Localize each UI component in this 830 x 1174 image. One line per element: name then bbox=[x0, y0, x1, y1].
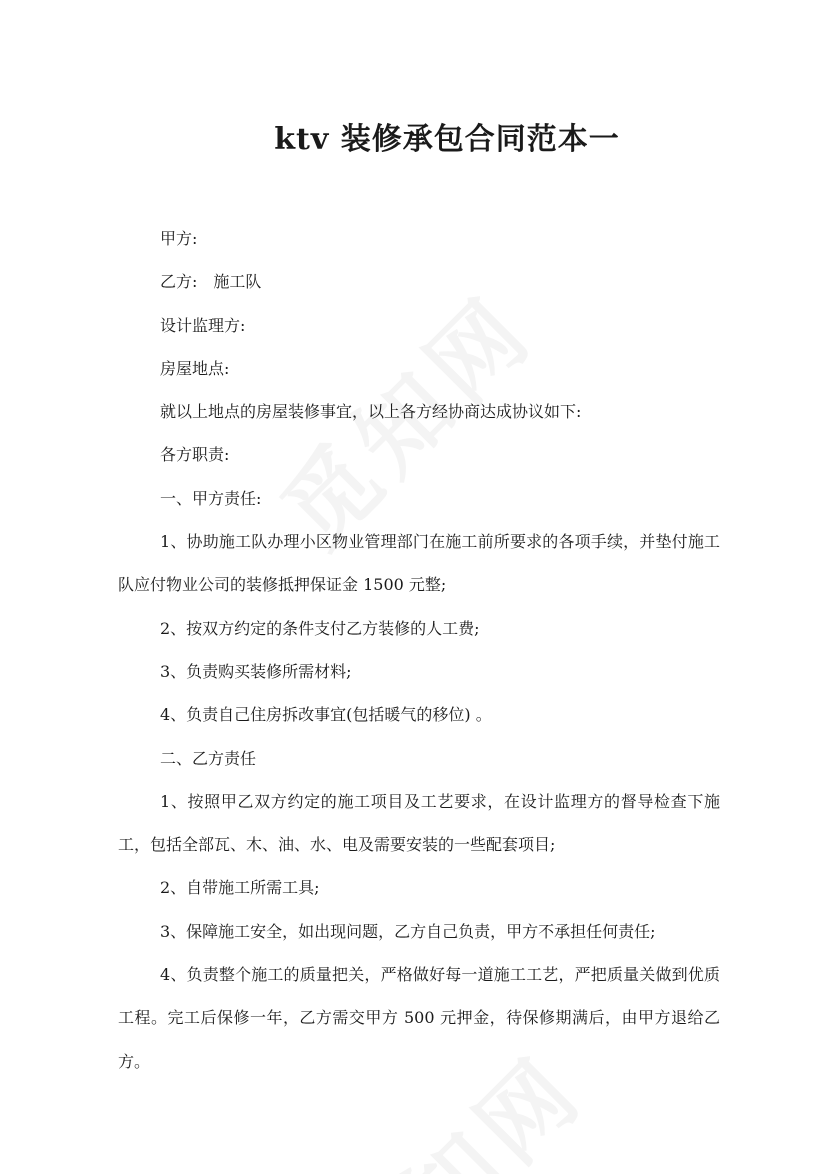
clause-a-1: 1、协助施工队办理小区物业管理部门在施工前所要求的各项手续，并垫付施工队应付物业公司的装修抵押保证金 1500 元整; bbox=[118, 532, 720, 595]
location-line: 房屋地点: bbox=[160, 358, 230, 378]
document-title: ktv 装修承包合同范本一 bbox=[274, 122, 620, 157]
party-b-line: 乙方: 施工队 bbox=[160, 272, 262, 292]
clause-b-1: 1、按照甲乙双方约定的施工项目及工艺要求，在设计监理方的督导检查下施工，包括全部瓦、木、油、水、电及需要安装的一些配套项目; bbox=[118, 791, 720, 855]
clause-a-4: 4、负责自己住房拆改事宜(包括暖气的移位) 。 bbox=[160, 705, 492, 725]
clause-b-3: 3、保障施工安全，如出现问题，乙方自己负责，甲方不承担任何责任; bbox=[160, 921, 656, 941]
section-heading-party-b: 二、乙方责任 bbox=[160, 748, 257, 768]
document-body bbox=[118, 217, 720, 1083]
agreement-intro: 就以上地点的房屋装修事宜，以上各方经协商达成协议如下: bbox=[160, 402, 582, 422]
clause-a-2: 2、按双方约定的条件支付乙方装修的人工费; bbox=[160, 618, 480, 638]
section-heading-party-a: 一、甲方责任: bbox=[160, 488, 262, 508]
responsibilities-heading: 各方职责: bbox=[160, 445, 230, 465]
supervisor-line: 设计监理方: bbox=[160, 315, 246, 335]
clause-a-3: 3、负责购买装修所需材料; bbox=[160, 661, 352, 681]
clause-b-4: 4、负责整个施工的质量把关，严格做好每一道施工工艺，严把质量关做到优质工程。完工后保修一年，乙方需交甲方 500 元押金，待保修期满后，由甲方退给乙方。 bbox=[118, 965, 720, 1071]
party-a-line: 甲方: bbox=[160, 229, 198, 248]
clause-b-2: 2、自带施工所需工具; bbox=[160, 878, 320, 898]
